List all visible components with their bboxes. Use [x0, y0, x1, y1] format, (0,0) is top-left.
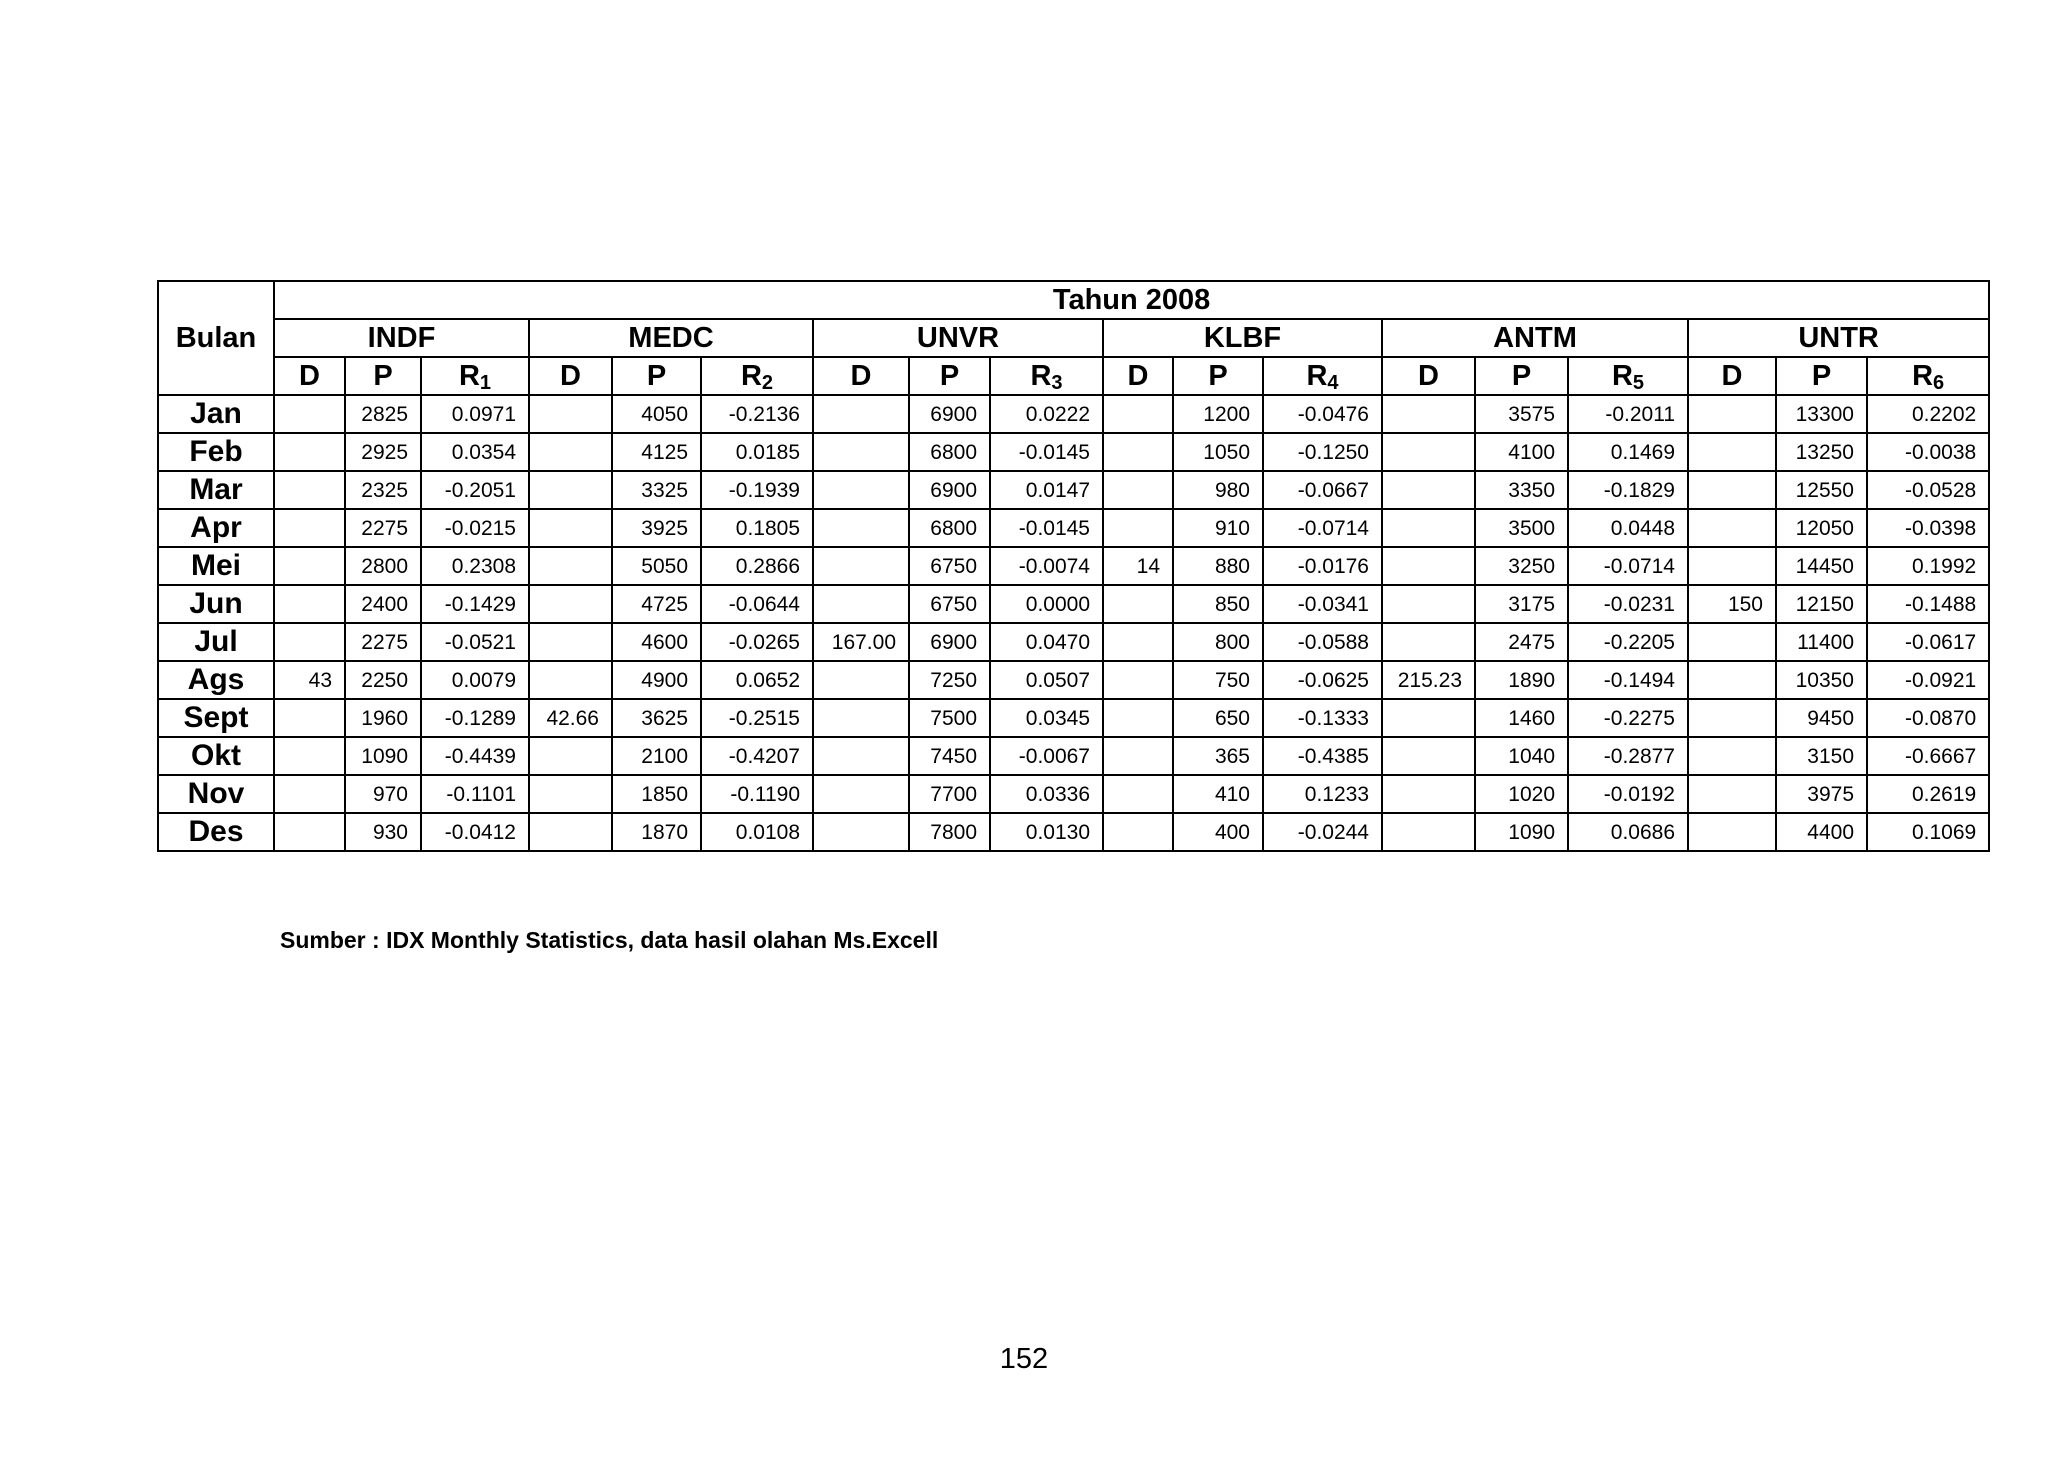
- table-cell: [1688, 509, 1776, 547]
- table-cell: 0.0108: [701, 813, 813, 851]
- table-cell: 0.2202: [1867, 395, 1989, 433]
- table-cell: -0.0341: [1263, 585, 1382, 623]
- col-header-d: D: [1688, 357, 1776, 395]
- col-header-p: P: [1776, 357, 1867, 395]
- table-row: [158, 509, 1989, 547]
- table-row: [158, 395, 1989, 433]
- table-cell: 650: [1173, 699, 1263, 737]
- table-cell: 10350: [1776, 661, 1867, 699]
- table-cell: -0.0192: [1568, 775, 1688, 813]
- col-header-p: P: [345, 357, 421, 395]
- table-cell: -0.0231: [1568, 585, 1688, 623]
- table-cell: -0.2515: [701, 699, 813, 737]
- table-cell: 14450: [1776, 547, 1867, 585]
- table-cell: -0.0714: [1263, 509, 1382, 547]
- table-cell: 1460: [1475, 699, 1568, 737]
- table-cell: 0.0686: [1568, 813, 1688, 851]
- table-cell: -0.0074: [990, 547, 1103, 585]
- table-cell: [274, 433, 345, 471]
- table-cell: -0.0145: [990, 509, 1103, 547]
- table-cell: 7500: [909, 699, 990, 737]
- table-cell: -0.2011: [1568, 395, 1688, 433]
- table-cell: [1103, 433, 1173, 471]
- table-cell: 1870: [612, 813, 701, 851]
- table-cell: [529, 395, 612, 433]
- table-cell: 4600: [612, 623, 701, 661]
- table-row: [158, 813, 1989, 851]
- table-cell: [1382, 623, 1475, 661]
- stock-header-medc: MEDC: [529, 319, 813, 357]
- table-cell: 42.66: [529, 699, 612, 737]
- table-cell: [1688, 737, 1776, 775]
- table-cell: 1200: [1173, 395, 1263, 433]
- col-header-r-subscript: 3: [1051, 371, 1063, 394]
- table-cell: [1688, 775, 1776, 813]
- table-cell: -0.1429: [421, 585, 529, 623]
- table-cell: 3575: [1475, 395, 1568, 433]
- table-cell: -0.1333: [1263, 699, 1382, 737]
- table-cell: -0.2275: [1568, 699, 1688, 737]
- table-cell: 0.0345: [990, 699, 1103, 737]
- table-cell: [1382, 813, 1475, 851]
- table-cell: 0.1805: [701, 509, 813, 547]
- col-header-r-subscript: 6: [1933, 371, 1945, 394]
- table-cell: 3975: [1776, 775, 1867, 813]
- col-header-r: [990, 357, 1103, 395]
- month-cell: Des: [158, 813, 274, 851]
- table-cell: -0.0644: [701, 585, 813, 623]
- table-cell: 2275: [345, 623, 421, 661]
- table-cell: 750: [1173, 661, 1263, 699]
- table-cell: [813, 737, 909, 775]
- table-row: [158, 699, 1989, 737]
- bulan-header: Bulan: [158, 281, 274, 395]
- table-cell: -0.0067: [990, 737, 1103, 775]
- table-cell: [274, 395, 345, 433]
- table-row: [158, 775, 1989, 813]
- table-cell: 3625: [612, 699, 701, 737]
- table-cell: 4125: [612, 433, 701, 471]
- table-cell: [1382, 775, 1475, 813]
- table-cell: 14: [1103, 547, 1173, 585]
- table-cell: [1382, 585, 1475, 623]
- table-cell: [1103, 737, 1173, 775]
- table-cell: 4900: [612, 661, 701, 699]
- table-row: [158, 661, 1989, 699]
- table-cell: -0.0667: [1263, 471, 1382, 509]
- table-cell: [813, 433, 909, 471]
- table-cell: [274, 737, 345, 775]
- table-cell: -0.1494: [1568, 661, 1688, 699]
- table-cell: 6900: [909, 471, 990, 509]
- table-cell: [1103, 509, 1173, 547]
- col-header-r: [421, 357, 529, 395]
- table-cell: -0.4439: [421, 737, 529, 775]
- table-cell: 980: [1173, 471, 1263, 509]
- table-cell: -0.0215: [421, 509, 529, 547]
- stock-header-klbf: KLBF: [1103, 319, 1382, 357]
- table-cell: 150: [1688, 585, 1776, 623]
- stock-header-indf: INDF: [274, 319, 529, 357]
- month-cell: Jun: [158, 585, 274, 623]
- table-cell: 43: [274, 661, 345, 699]
- table-row: [158, 737, 1989, 775]
- month-cell: Sept: [158, 699, 274, 737]
- table-cell: [1688, 699, 1776, 737]
- month-cell: Mei: [158, 547, 274, 585]
- table-body: [158, 395, 1989, 851]
- table-cell: -0.0412: [421, 813, 529, 851]
- col-header-r-subscript: 5: [1632, 371, 1645, 394]
- table-cell: -0.6667: [1867, 737, 1989, 775]
- table-cell: 0.0652: [701, 661, 813, 699]
- table-cell: 1050: [1173, 433, 1263, 471]
- table-cell: 2475: [1475, 623, 1568, 661]
- table-cell: -0.0244: [1263, 813, 1382, 851]
- table-cell: 1090: [345, 737, 421, 775]
- table-cell: 5050: [612, 547, 701, 585]
- table-cell: 2825: [345, 395, 421, 433]
- table-cell: 6900: [909, 623, 990, 661]
- table-cell: [274, 547, 345, 585]
- table-cell: 1960: [345, 699, 421, 737]
- table-cell: [813, 395, 909, 433]
- stock-header-unvr: UNVR: [813, 319, 1103, 357]
- table-cell: 3250: [1475, 547, 1568, 585]
- table-cell: [1688, 433, 1776, 471]
- col-header-r: [1867, 357, 1989, 395]
- table-cell: 2800: [345, 547, 421, 585]
- table-cell: 0.1992: [1867, 547, 1989, 585]
- table-cell: [1103, 775, 1173, 813]
- col-header-d: D: [529, 357, 612, 395]
- table-row: [158, 623, 1989, 661]
- table-cell: 167.00: [813, 623, 909, 661]
- table-cell: 3925: [612, 509, 701, 547]
- table-cell: -0.0625: [1263, 661, 1382, 699]
- table-cell: [1382, 547, 1475, 585]
- table-cell: 2250: [345, 661, 421, 699]
- col-header-d: D: [1382, 357, 1475, 395]
- table-cell: 2275: [345, 509, 421, 547]
- table-cell: 3500: [1475, 509, 1568, 547]
- table-cell: 3325: [612, 471, 701, 509]
- table-cell: 0.0448: [1568, 509, 1688, 547]
- table-cell: 0.0147: [990, 471, 1103, 509]
- table-cell: -0.1488: [1867, 585, 1989, 623]
- col-header-r-subscript: 4: [1327, 371, 1339, 394]
- col-header-d: D: [1103, 357, 1173, 395]
- table-cell: 400: [1173, 813, 1263, 851]
- col-header-p: P: [909, 357, 990, 395]
- col-header-r-letter: R: [1912, 359, 1934, 392]
- col-header-r: [1568, 357, 1688, 395]
- col-header-p: P: [1173, 357, 1263, 395]
- table-cell: [1382, 395, 1475, 433]
- table-cell: [1382, 509, 1475, 547]
- table-cell: 12050: [1776, 509, 1867, 547]
- table-cell: -0.0528: [1867, 471, 1989, 509]
- table-cell: 6750: [909, 547, 990, 585]
- table-cell: 0.0470: [990, 623, 1103, 661]
- table-cell: [529, 585, 612, 623]
- table-cell: 0.2619: [1867, 775, 1989, 813]
- month-cell: Jul: [158, 623, 274, 661]
- table-cell: -0.1939: [701, 471, 813, 509]
- table-cell: [1688, 813, 1776, 851]
- table-cell: 0.1069: [1867, 813, 1989, 851]
- table-cell: [813, 585, 909, 623]
- table-cell: 1040: [1475, 737, 1568, 775]
- table-cell: 6900: [909, 395, 990, 433]
- table-cell: -0.0476: [1263, 395, 1382, 433]
- table-cell: -0.2877: [1568, 737, 1688, 775]
- table-cell: 3150: [1776, 737, 1867, 775]
- table-cell: 0.0185: [701, 433, 813, 471]
- table-cell: -0.0521: [421, 623, 529, 661]
- table-cell: 7250: [909, 661, 990, 699]
- table-cell: [813, 775, 909, 813]
- table-cell: 7800: [909, 813, 990, 851]
- table-cell: [1103, 395, 1173, 433]
- table-cell: 1020: [1475, 775, 1568, 813]
- col-header-d: D: [274, 357, 345, 395]
- col-header-r-letter: R: [458, 359, 480, 392]
- table-cell: 2925: [345, 433, 421, 471]
- table-cell: -0.0870: [1867, 699, 1989, 737]
- stock-data-table: [157, 280, 1990, 852]
- table-cell: 1890: [1475, 661, 1568, 699]
- col-header-r: [1263, 357, 1382, 395]
- month-cell: Apr: [158, 509, 274, 547]
- table-cell: [1382, 433, 1475, 471]
- table-cell: -0.0398: [1867, 509, 1989, 547]
- table-cell: 6800: [909, 509, 990, 547]
- table-cell: [274, 699, 345, 737]
- table-cell: -0.0038: [1867, 433, 1989, 471]
- table-cell: 800: [1173, 623, 1263, 661]
- source-note: Sumber : IDX Monthly Statistics, data hasil olahan Ms.Excell: [280, 927, 939, 953]
- table-cell: [1688, 395, 1776, 433]
- table-cell: 850: [1173, 585, 1263, 623]
- table-cell: 12550: [1776, 471, 1867, 509]
- table-cell: 0.2308: [421, 547, 529, 585]
- table-cell: [813, 471, 909, 509]
- table-cell: 3175: [1475, 585, 1568, 623]
- col-header-d: D: [813, 357, 909, 395]
- col-header-p: P: [612, 357, 701, 395]
- table-cell: [813, 509, 909, 547]
- table-cell: [274, 509, 345, 547]
- col-header-r-letter: R: [1030, 359, 1052, 392]
- month-cell: Okt: [158, 737, 274, 775]
- table-cell: 0.1469: [1568, 433, 1688, 471]
- table-cell: 0.0354: [421, 433, 529, 471]
- table-cell: -0.2136: [701, 395, 813, 433]
- page-number: 152: [999, 1343, 1049, 1375]
- table-cell: 3350: [1475, 471, 1568, 509]
- col-header-p: P: [1475, 357, 1568, 395]
- table-cell: 2400: [345, 585, 421, 623]
- table-cell: [529, 661, 612, 699]
- table-cell: -0.1250: [1263, 433, 1382, 471]
- table-cell: [1103, 813, 1173, 851]
- table-cell: 2325: [345, 471, 421, 509]
- table-cell: 0.2866: [701, 547, 813, 585]
- table-cell: [1382, 471, 1475, 509]
- table-cell: 410: [1173, 775, 1263, 813]
- table-cell: [813, 813, 909, 851]
- table-cell: 12150: [1776, 585, 1867, 623]
- table-cell: [529, 547, 612, 585]
- col-header-r-subscript: 1: [479, 371, 492, 394]
- title-row: [158, 281, 1989, 319]
- table-cell: [1382, 699, 1475, 737]
- table-cell: 0.1233: [1263, 775, 1382, 813]
- table-cell: [813, 661, 909, 699]
- table-cell: [274, 775, 345, 813]
- table-cell: 4400: [1776, 813, 1867, 851]
- table-cell: 910: [1173, 509, 1263, 547]
- table-cell: -0.0265: [701, 623, 813, 661]
- col-header-r: [701, 357, 813, 395]
- table-cell: 13300: [1776, 395, 1867, 433]
- table-cell: 1090: [1475, 813, 1568, 851]
- month-cell: Ags: [158, 661, 274, 699]
- table-cell: [1103, 471, 1173, 509]
- table-cell: 4100: [1475, 433, 1568, 471]
- table-cell: 0.0000: [990, 585, 1103, 623]
- table-cell: -0.1829: [1568, 471, 1688, 509]
- table-cell: 4725: [612, 585, 701, 623]
- table-cell: 1850: [612, 775, 701, 813]
- table-cell: [1103, 699, 1173, 737]
- table-cell: [529, 471, 612, 509]
- table-cell: 7450: [909, 737, 990, 775]
- table-cell: 6750: [909, 585, 990, 623]
- table-cell: [274, 585, 345, 623]
- column-header-row: [158, 357, 1989, 395]
- table-cell: 880: [1173, 547, 1263, 585]
- month-cell: Feb: [158, 433, 274, 471]
- table-cell: -0.0176: [1263, 547, 1382, 585]
- table-cell: [529, 737, 612, 775]
- table-cell: 0.0336: [990, 775, 1103, 813]
- col-header-r-letter: R: [1611, 359, 1633, 392]
- month-cell: Nov: [158, 775, 274, 813]
- table-cell: 0.0222: [990, 395, 1103, 433]
- table-cell: 0.0971: [421, 395, 529, 433]
- table-row: [158, 471, 1989, 509]
- table-cell: [529, 623, 612, 661]
- table-cell: [1688, 661, 1776, 699]
- table-cell: 13250: [1776, 433, 1867, 471]
- stock-header-row: [158, 319, 1989, 357]
- table-cell: [1382, 737, 1475, 775]
- table-cell: [529, 775, 612, 813]
- table-cell: [1103, 623, 1173, 661]
- table-cell: [529, 509, 612, 547]
- table-cell: 7700: [909, 775, 990, 813]
- table-cell: [813, 699, 909, 737]
- table-cell: [1103, 585, 1173, 623]
- table-cell: 0.0130: [990, 813, 1103, 851]
- table-title: Tahun 2008: [274, 281, 1989, 319]
- table-cell: -0.2205: [1568, 623, 1688, 661]
- col-header-r-subscript: 2: [761, 371, 774, 394]
- table-cell: -0.1101: [421, 775, 529, 813]
- table-cell: -0.4385: [1263, 737, 1382, 775]
- table-cell: [274, 623, 345, 661]
- table-cell: [1688, 547, 1776, 585]
- table-cell: 365: [1173, 737, 1263, 775]
- table-cell: -0.2051: [421, 471, 529, 509]
- month-cell: Jan: [158, 395, 274, 433]
- table-cell: [1103, 661, 1173, 699]
- table-cell: 6800: [909, 433, 990, 471]
- table-cell: 0.0079: [421, 661, 529, 699]
- table-row: [158, 547, 1989, 585]
- table-cell: -0.0617: [1867, 623, 1989, 661]
- table-cell: 9450: [1776, 699, 1867, 737]
- stock-header-untr: UNTR: [1688, 319, 1989, 357]
- table-cell: [529, 433, 612, 471]
- table-cell: -0.0145: [990, 433, 1103, 471]
- table-cell: [529, 813, 612, 851]
- table-cell: [1688, 623, 1776, 661]
- table-row: [158, 433, 1989, 471]
- table-cell: [813, 547, 909, 585]
- table-cell: -0.0588: [1263, 623, 1382, 661]
- table-cell: -0.0714: [1568, 547, 1688, 585]
- stock-header-antm: ANTM: [1382, 319, 1688, 357]
- table-cell: 0.0507: [990, 661, 1103, 699]
- col-header-r-letter: R: [740, 359, 762, 392]
- table-cell: 215.23: [1382, 661, 1475, 699]
- table-cell: 970: [345, 775, 421, 813]
- table-row: [158, 585, 1989, 623]
- table-cell: -0.1190: [701, 775, 813, 813]
- table-cell: -0.1289: [421, 699, 529, 737]
- table-cell: 11400: [1776, 623, 1867, 661]
- table-cell: [274, 471, 345, 509]
- table-cell: 2100: [612, 737, 701, 775]
- month-cell: Mar: [158, 471, 274, 509]
- table-cell: [274, 813, 345, 851]
- col-header-r-letter: R: [1306, 359, 1328, 392]
- table-cell: 930: [345, 813, 421, 851]
- table-cell: 4050: [612, 395, 701, 433]
- table-cell: -0.4207: [701, 737, 813, 775]
- table-cell: -0.0921: [1867, 661, 1989, 699]
- table-cell: [1688, 471, 1776, 509]
